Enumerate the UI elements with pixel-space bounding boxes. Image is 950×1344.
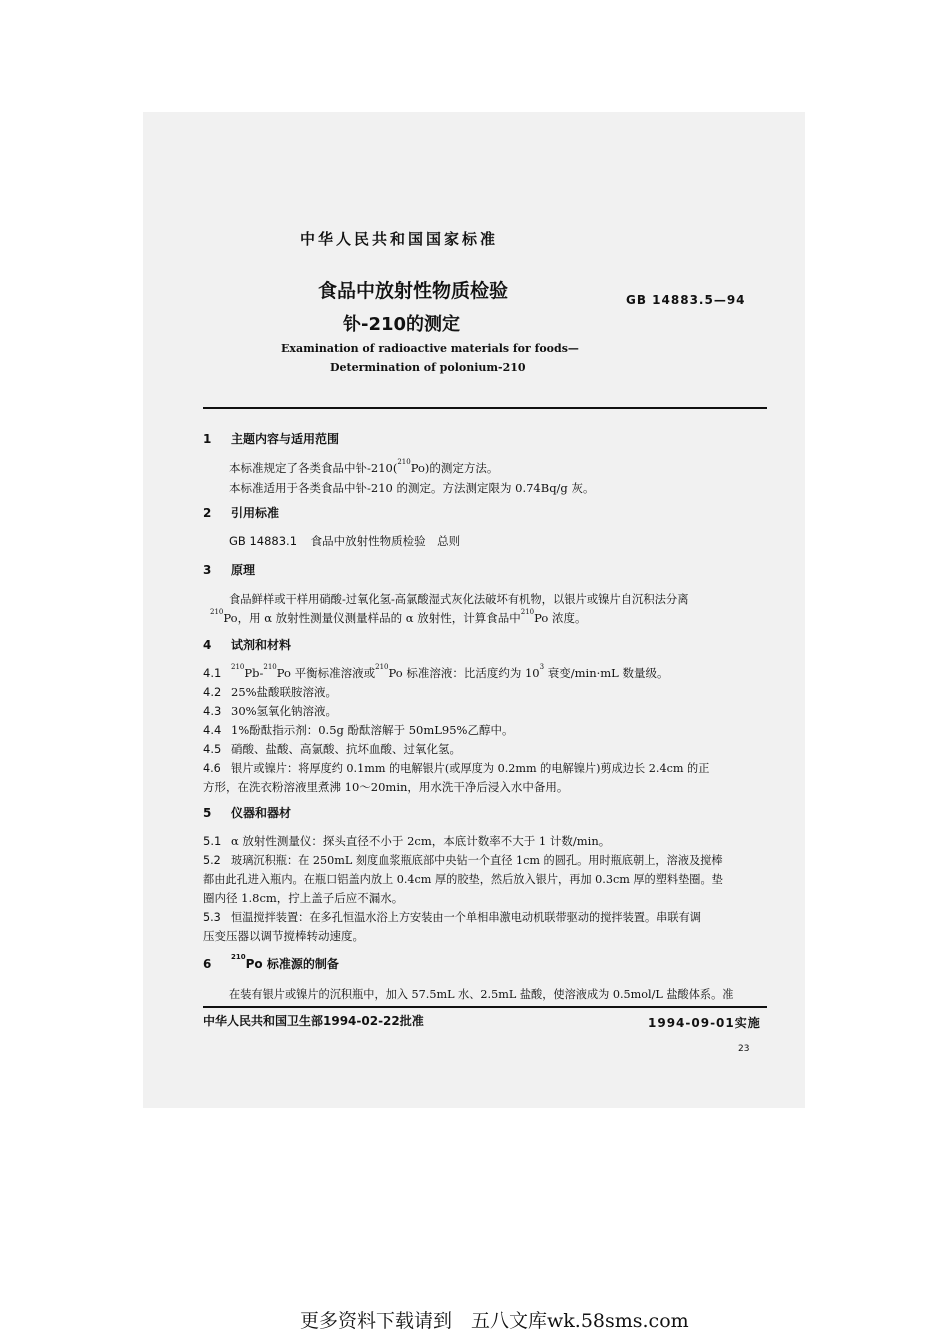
section-number: 5 [203,806,212,820]
item-5-2-continuation-2: 圈内径 1.8cm，拧上盖子后应不漏水。 [203,891,404,905]
item-5-1 [203,833,610,849]
item-number: 5.2 [203,854,221,867]
item-number: 4.4 [203,723,222,737]
footer-rule [203,1006,767,1008]
item-text: 30%氢氧化钠溶液。 [231,704,338,718]
item-5-2 [203,852,723,868]
document-title-line2: 钋-210的测定 [343,314,461,335]
referenced-standard-code: GB 14883.1 [229,534,298,548]
referenced-standard-title: 食品中放射性物质检验 总则 [310,534,461,548]
item-5-2-continuation-1: 都由此孔进入瓶内。在瓶口铝盖内放上 0.4cm 厚的胶垫，然后放入银片，再加 0.3cm 厚的塑料垫圈。垫 [203,873,723,886]
section-number: 6 [203,957,212,971]
item-number: 4.1 [203,666,222,680]
item-5-3 [203,909,701,925]
section-1-heading [203,430,339,447]
section-title: 试剂和材料 [231,638,292,652]
item-4-4 [203,722,513,738]
standard-number: GB 14883.5—94 [626,293,746,307]
item-text: 银片或镍片：将厚度约 0.1mm 的电解银片(或厚度为 0.2mm 的电解镍片)剪成边长 2.4cm 的正 [231,762,710,775]
superscript: 210 [397,458,411,466]
section-title: 仪器和器材 [231,806,292,820]
item-text: 硝酸、盐酸、高氯酸、抗坏血酸、过氧化氢。 [231,742,461,756]
item-text: α 放射性测量仪：探头直径不小于 2cm，本底计数率不大于 1 计数/min。 [231,834,611,848]
superscript: 210 [231,953,246,961]
item-text: 玻璃沉积瓶：在 250mL 刻度血浆瓶底部中央钻一个直径 1cm 的圆孔。用时瓶底朝上，溶液及搅棒 [231,854,723,867]
section-2-heading [203,504,279,521]
item-number: 4.5 [203,742,222,756]
item-4-3 [203,703,337,719]
superscript: 210 [263,663,277,671]
section-title: 引用标准 [231,506,280,520]
text-run: Pb- [244,666,264,680]
document-title-line1: 食品中放射性物质检验 [318,280,509,302]
section-3-line-1: 食品鲜样或干样用硝酸-过氧化氢-高氯酸湿式灰化法破坏有机物，以银片或镍片自沉积法分离 [229,593,689,606]
superscript: 210 [520,608,535,616]
text-run: Po)的测定方法。 [410,461,499,475]
item-4-1 [203,665,668,681]
english-title-line2: Determination of polonium-210 [330,361,526,374]
page-number: 23 [738,1044,750,1054]
section-number: 2 [203,506,212,520]
section-title: 原理 [231,563,256,577]
section-1-paragraph-1 [229,460,498,476]
item-number: 5.1 [203,834,222,848]
section-3-line-2 [210,610,586,626]
section-6-line-1: 在装有银片或镍片的沉积瓶中，加入 57.5mL 水、2.5mL 盐酸，使溶液成为 0.5mol/L 盐酸体系。准 [229,988,734,1001]
section-6-heading [203,955,339,972]
text-run: 本标准规定了各类食品中钋-210( [229,461,398,475]
section-title: 主题内容与适用范围 [231,432,340,446]
item-text: 1%酚酞指示剂：0.5g 酚酞溶解于 50mL95%乙醇中。 [231,723,514,737]
text-run: 衰变/min·mL 数量级。 [544,666,669,680]
item-number: 4.2 [203,685,222,699]
section-number: 3 [203,563,212,577]
section-5-heading [203,804,291,821]
download-site-watermark: 更多资料下载请到 五八文库wk.58sms.com [300,1310,689,1332]
text-run: Po，用 α 放射性测量仪测量样品的 α 放射性，计算食品中 [223,611,521,625]
superscript: 210 [375,663,389,671]
section-number: 4 [203,638,212,652]
section-number: 1 [203,432,212,446]
text-run: Po 标准溶液：比活度约为 10 [388,666,540,680]
english-title-line1: Examination of radioactive materials for foods— [281,342,579,355]
approval-statement: 中华人民共和国卫生部1994-02-22批准 [203,1014,424,1028]
section-title: Po 标准源的制备 [245,957,339,971]
section-3-heading [203,561,255,578]
section-1-paragraph-2: 本标准适用于各类食品中钋-210 的测定。方法测定限为 0.74Bq/g 灰。 [229,481,595,495]
national-standard-heading: 中华人民共和国国家标准 [300,230,499,248]
referenced-standard [229,533,460,549]
superscript: 3 [539,663,545,671]
superscript: 210 [210,608,224,616]
item-text: 25%盐酸联胺溶液。 [231,685,338,699]
item-4-6-continuation: 方形，在洗衣粉溶液里煮沸 10～20min，用水洗干净后浸入水中备用。 [203,780,569,794]
superscript: 210 [231,663,245,671]
section-4-heading [203,636,291,653]
item-number: 4.6 [203,762,221,775]
implementation-date: 1994-09-01实施 [648,1016,761,1030]
item-number: 4.3 [203,704,222,718]
item-4-2 [203,684,337,700]
item-4-6 [203,760,709,776]
item-4-5 [203,741,461,757]
header-rule [203,407,767,409]
item-number: 5.3 [203,911,221,924]
text-run: Po 浓度。 [534,611,587,625]
item-5-3-continuation: 压变压器以调节搅棒转动速度。 [203,929,364,943]
text-run: Po 平衡标准溶液或 [276,666,376,680]
item-text: 恒温搅拌装置：在多孔恒温水浴上方安装由一个单相串激电动机联带驱动的搅拌装置。串联有调 [231,911,701,924]
